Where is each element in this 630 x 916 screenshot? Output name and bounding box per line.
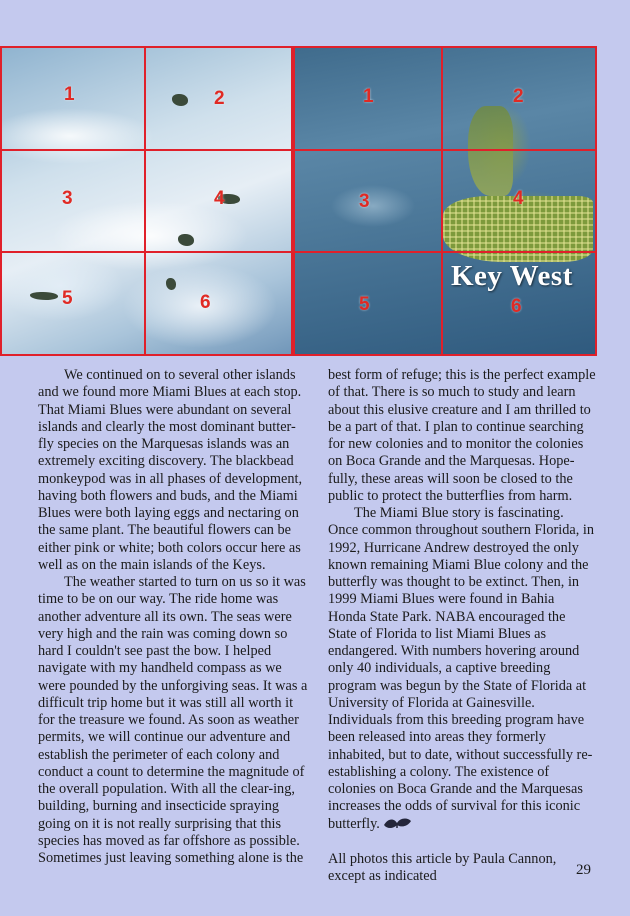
photo-credit: All photos this article by Paula Cannon, except as indicated bbox=[328, 850, 557, 884]
grid-number: 1 bbox=[64, 84, 75, 105]
grid-number: 5 bbox=[359, 294, 370, 315]
page-number: 29 bbox=[576, 862, 591, 878]
article-right-column bbox=[328, 367, 596, 885]
grid-number: 3 bbox=[62, 188, 73, 209]
grid-number: 5 bbox=[62, 288, 73, 309]
butterfly-icon bbox=[382, 816, 412, 830]
paragraph: We continued on to several other islands and we found more Miami Blues at each stop. That Miami Blues were abundant on several islands and clearly the most dominant butter-fly species on the Marquesas islands was an extremely exciting discovery. The blackbead monkeypod was in all phases of development, having both flowers and buds, and the Miami Blues were both laying eggs and nectaring on the same plant. The beautiful flowers can be either pink or white; both colors occur here as well as on the main islands of the Keys. bbox=[38, 367, 303, 573]
paragraph: best form of refuge; this is the perfect example of that. There is so much to study and learn about this elusive creature and I am thrilled to be a part of that. I plan to continue searching for new colonies and to monitor the colonies on Boca Grande and the Marquesas. Hope-fully, these areas will soon be closed to the public to protect the butterflies from harm. bbox=[328, 367, 596, 504]
grid-number: 2 bbox=[513, 86, 524, 107]
grid-number: 6 bbox=[511, 296, 522, 317]
key-west-map bbox=[293, 46, 597, 356]
paragraph: The weather started to turn on us so it was time to be on our way. The ride home was another adventure all its own. The seas were very high and the rain was coming down so hard I couldn't see past the bow. I helped navigate with my handheld compass as we were pounded by the unforgiving seas. It was a difficult trip home but it was still all worth it for the treasure we found. As soon as weather permits, we will continue our adventure and establish the perimeter of each colony and conduct a count to determine the magnitude of the overall population. With all the clear-ing, building, burning and insecticide spraying going on it is not really surprising that this species has moved as far offshore as possible. Sometimes just leaving something alone is the bbox=[38, 574, 308, 866]
marquesas-map bbox=[0, 46, 293, 356]
paragraph-text: The Miami Blue story is fascinating. Once common throughout southern Florida, in 1992, Hurricane Andrew destroyed the only known remaining Miami Blue colony and the butterfly was thought to be extinct. Then, in 1999 Miami Blues were found in Bahia Honda State Park. NABA encouraged the State of Florida to list Miami Blues as endangered. With numbers hovering around only 40 individuals, a captive breeding program was begun by the State of Florida at University of Florida at Gainesville. Individuals from this breeding program have been released into areas they formerly inhabited, but to date, without successfully re-establishing a colony. The existence of colonies on Boca Grande and the Marquesas increases the odds of survival for this iconic butterfly. bbox=[328, 505, 595, 832]
grid-number: 3 bbox=[359, 191, 370, 212]
article-left-column bbox=[38, 367, 308, 867]
grid-border bbox=[293, 46, 597, 356]
grid-number: 4 bbox=[214, 188, 225, 209]
grid-border bbox=[0, 46, 293, 356]
grid-number: 4 bbox=[513, 188, 524, 209]
key-west-label: Key West bbox=[451, 260, 573, 292]
map-panels bbox=[0, 46, 597, 356]
grid-number: 6 bbox=[200, 292, 211, 313]
grid-number: 1 bbox=[363, 86, 374, 107]
paragraph-with-butterfly bbox=[328, 505, 596, 833]
grid-number: 2 bbox=[214, 88, 225, 109]
